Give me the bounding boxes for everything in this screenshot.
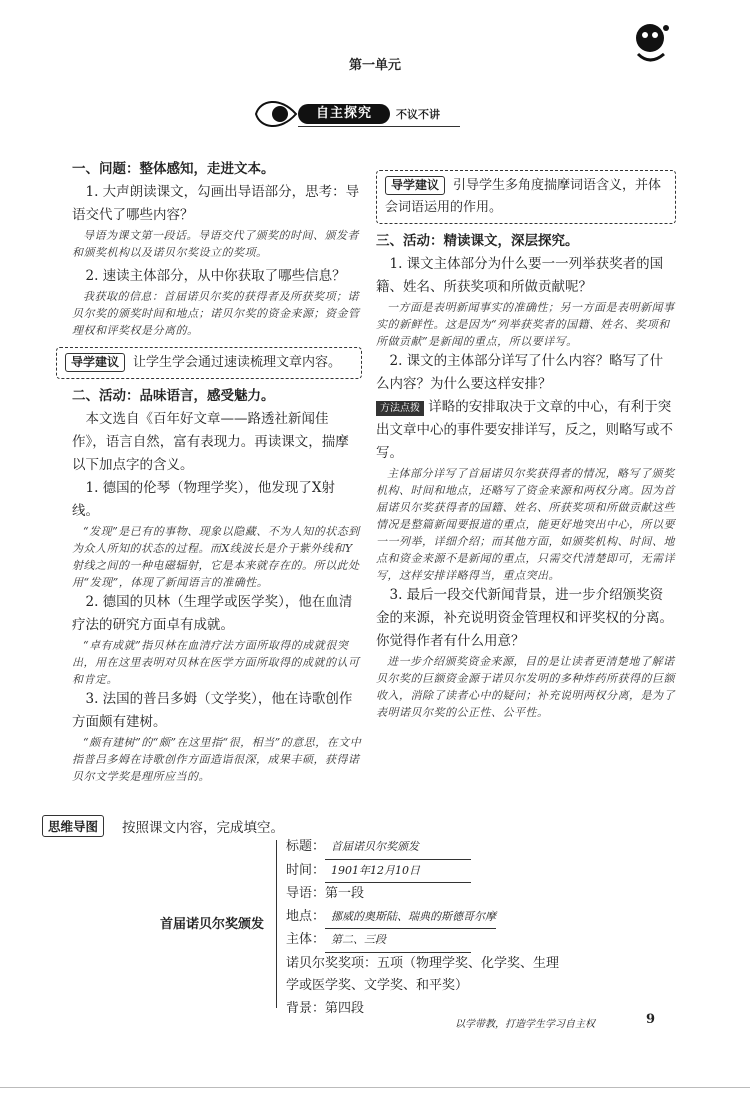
banner-subtitle: 不议不讲 <box>396 108 440 121</box>
unit-title: 第一单元 <box>348 58 401 73</box>
question-4: 2. 德国的贝林（生理学或医学奖），他在血清疗法的研究方面卓有成就。 <box>72 594 353 633</box>
method-hint <box>376 396 676 465</box>
banner-title: 自主探究 <box>298 104 390 124</box>
tip-label: 导学建议 <box>385 176 445 195</box>
question-1: 1. 大声朗读课文，勾画出导语部分，思考：导语交代了哪些内容？ <box>72 184 360 223</box>
mindmap-row: 诺贝尔奖奖项：五项（物理学奖、化学奖、生理学或医学奖、文学奖、和平奖） <box>286 955 560 993</box>
mindmap-instruction: 按照课文内容，完成填空。 <box>122 820 284 836</box>
answer-6: 一方面是表明新闻事实的准确性；另一方面是表明新闻事实的新鲜性。这是因为“列举获奖者的国籍、姓名、奖项和所做贡献”是新闻的重点，所以要详写。 <box>376 301 675 348</box>
question-2: 2. 速读主体部分，从中你获取了哪些信息？ <box>85 268 346 284</box>
mascot-icon <box>628 18 674 70</box>
section-3-title: 三、活动：精读课文，深层探究。 <box>376 233 579 249</box>
page-number: 9 <box>646 1012 656 1027</box>
mindmap-row: 地点： 挪威的奥斯陆、瑞典的斯德哥尔摩 <box>286 906 566 930</box>
mindmap-row: 背景：第四段 <box>286 1000 365 1016</box>
hint-label: 方法点拨 <box>376 401 424 416</box>
footer-slogan: 以学带教，打造学生学习自主权 <box>455 1019 595 1030</box>
tip-label: 导学建议 <box>65 353 125 372</box>
bottom-rule <box>0 1087 750 1088</box>
question-8: 3. 最后一段交代新闻背景，进一步介绍颁奖资金的来源，补充说明资金管理权和评奖权的分离。你觉得作者有什么用意？ <box>376 587 673 649</box>
mindmap-center: 首届诺贝尔奖颁发 <box>160 917 265 932</box>
mindmap-rows <box>286 836 566 1020</box>
question-7: 2. 课文的主体部分详写了什么内容？略写了什么内容？为什么要这样安排？ <box>376 353 664 392</box>
tip-text: 引导学生多角度揣摩词语含义，并体会词语运用的作用。 <box>385 178 662 215</box>
section-1-title: 一、问题：整体感知，走进文本。 <box>72 161 275 177</box>
mindmap-row: 导语：第一段 <box>286 886 365 901</box>
answer-7: 主体部分详写了首届诺贝尔奖获得者的情况，略写了颁奖机构、时间和地点，还略写了资金来源和两权分离。因为首届诺贝尔奖获得者的国籍、姓名、所获奖项和所做贡献这些情况是整篇新闻要报道的重点，能更好地突出中心，所以要一一列举，详细介绍；而其他方面，如颁奖机构、时间、地点和资金来源不是新闻的重点，只需交代清楚即可，无需详写，这样安排详略得当，重点突出。 <box>376 467 675 582</box>
answer-3: “发现”是已有的事物、现象以隐藏、不为人知的状态到为众人所知的状态的过程。而X线波长是介于紫外线和Y射线之间的一种电磁辐射，它是本来就存在的。所以此处用“发现”，体现了新闻语言的准确性。 <box>72 525 360 589</box>
answer-4: “卓有成就”指贝林在血清疗法方面所取得的成就很突出，用在这里表明对贝林在医学方面所取得的成就的认可和肯定。 <box>72 639 360 686</box>
section-2-intro: 本文选自《百年好文章——路透社新闻佳作》，语言自然，富有表现力。再读课文，揣摩以下加点字的含义。 <box>72 411 349 473</box>
tip-text: 让学生学会通过速读梳理文章内容。 <box>133 355 342 370</box>
question-3: 1. 德国的伦琴（物理学奖），他发现了X射线。 <box>72 480 336 519</box>
answer-5: “颇有建树”的“颇”在这里指“很，相当”的意思，在文中指普吕多姆在诗歌创作方面造诣很深，成果丰硕，获得诺贝尔文学奖是理所应当的。 <box>72 736 362 783</box>
section-2-title: 二、活动：品味语言，感受魅力。 <box>72 388 275 404</box>
section-banner <box>250 96 460 132</box>
question-5: 3. 法国的普吕多姆（文学奖），他在诗歌创作方面颇有建树。 <box>72 691 353 730</box>
answer-2: 我获取的信息：首届诺贝尔奖的获得者及所获奖项；诺贝尔奖的颁奖时间和地点；诺贝尔奖的资金来源；资金管理权和评奖权是分离的。 <box>72 290 360 337</box>
tip-box-left <box>56 347 362 379</box>
mindmap-row: 主体： 第二、三段 <box>286 929 566 953</box>
mindmap-label: 思维导图 <box>42 815 104 837</box>
left-column <box>72 158 362 785</box>
answer-8: 进一步介绍颁奖资金来源，目的是让读者更清楚地了解诺贝尔奖的巨额资金源于诺贝尔发明的多种炸药所获得的巨额收入，消除了读者心中的疑问；补充说明两权分离，是为了表明诺贝尔奖的公正性、公平性。 <box>376 655 675 719</box>
mindmap-row: 时间： 1901年12月10日 <box>286 860 566 884</box>
answer-1: 导语为课文第一段话。导语交代了颁奖的时间、颁发者和颁奖机构以及诺贝尔奖设立的奖项。 <box>72 229 359 259</box>
question-6: 1. 课文主体部分为什么要一一列举获奖者的国籍、姓名、所获奖项和所做贡献呢？ <box>376 256 664 295</box>
flame-icon <box>250 96 300 132</box>
hint-text: 详略的安排取决于文章的中心，有利于突出文章中心的事件要安排详写，反之，则略写或不写。 <box>376 399 673 461</box>
tip-box-right <box>376 170 676 224</box>
mindmap-row: 标题： 首届诺贝尔奖颁发 <box>286 836 566 860</box>
right-column <box>376 170 676 721</box>
